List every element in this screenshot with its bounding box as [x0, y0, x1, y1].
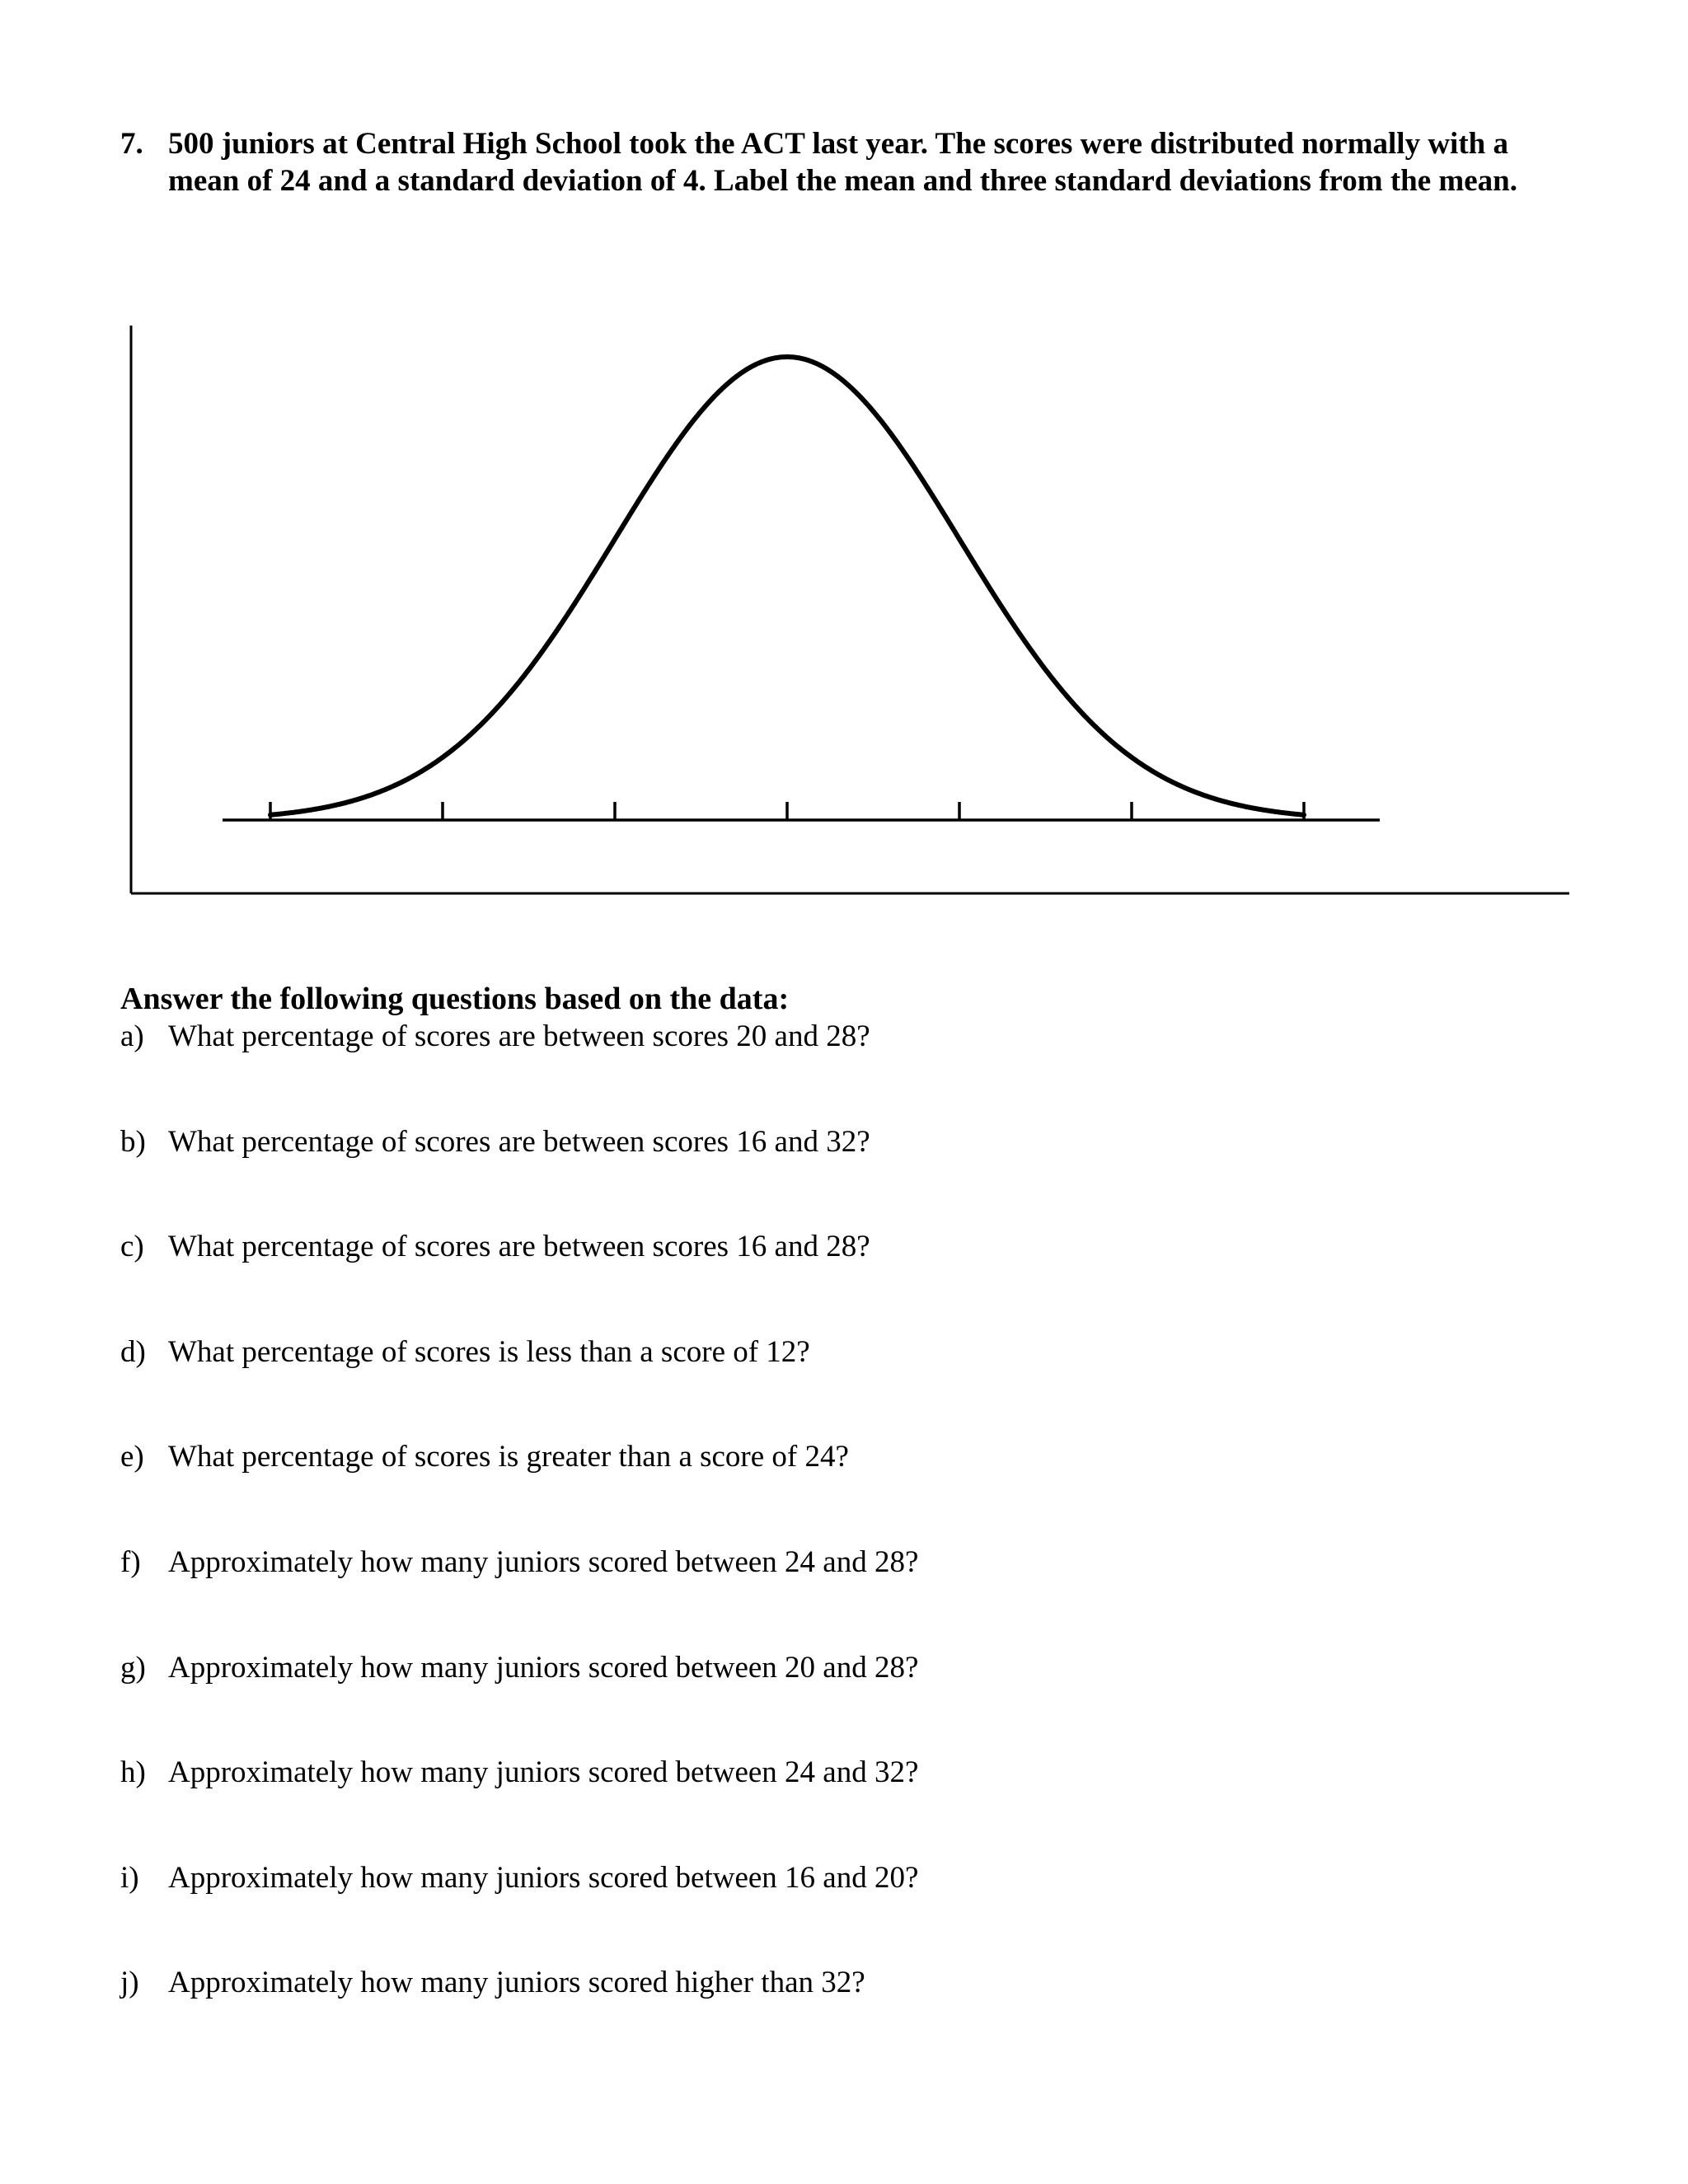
question-item [120, 1124, 870, 1160]
question-item [120, 1544, 918, 1581]
question-text: What percentage of scores is greater than a score of 24? [168, 1440, 849, 1474]
question-letter: d) [120, 1334, 146, 1369]
question-text: What percentage of scores is less than a score of 12? [168, 1334, 810, 1369]
problem-statement [120, 125, 1538, 199]
question-item [120, 1019, 870, 1055]
question-letter: g) [120, 1650, 146, 1685]
question-item [120, 1229, 870, 1265]
question-item [120, 1965, 865, 2001]
question-letter: h) [120, 1755, 146, 1790]
question-item [120, 1755, 918, 1791]
question-letter: e) [120, 1440, 144, 1474]
question-text: Approximately how many juniors scored between 20 and 28? [168, 1650, 919, 1685]
question-text: Approximately how many juniors scored between 24 and 28? [168, 1545, 919, 1579]
answer-heading: Answer the following questions based on the data: [120, 982, 790, 1016]
question-letter: f) [120, 1545, 141, 1579]
question-letter: c) [120, 1230, 144, 1264]
problem-number: 7. [120, 127, 143, 161]
question-text: Approximately how many juniors scored higher than 32? [168, 1966, 865, 2000]
problem-text: 500 juniors at Central High School took the ACT last year. The scores were distributed normally with a mean of 24 and a standard deviation of 4. Label the mean and three standard deviations from the mean. [168, 127, 1517, 198]
question-item [120, 1860, 918, 1896]
bell-curve [270, 357, 1304, 815]
question-letter: b) [120, 1124, 146, 1159]
question-letter: a) [120, 1019, 144, 1053]
question-text: What percentage of scores are between scores 16 and 28? [168, 1230, 870, 1264]
question-letter: i) [120, 1860, 139, 1895]
question-text: Approximately how many juniors scored between 24 and 32? [168, 1755, 919, 1790]
question-text: What percentage of scores are between scores 16 and 32? [168, 1124, 870, 1159]
number-line-ticks [270, 802, 1304, 820]
question-text: What percentage of scores are between scores 20 and 28? [168, 1019, 870, 1053]
question-item [120, 1650, 918, 1686]
question-text: Approximately how many juniors scored between 16 and 20? [168, 1860, 919, 1895]
question-item [120, 1334, 810, 1371]
question-letter: j) [120, 1966, 139, 2000]
question-item [120, 1439, 849, 1475]
